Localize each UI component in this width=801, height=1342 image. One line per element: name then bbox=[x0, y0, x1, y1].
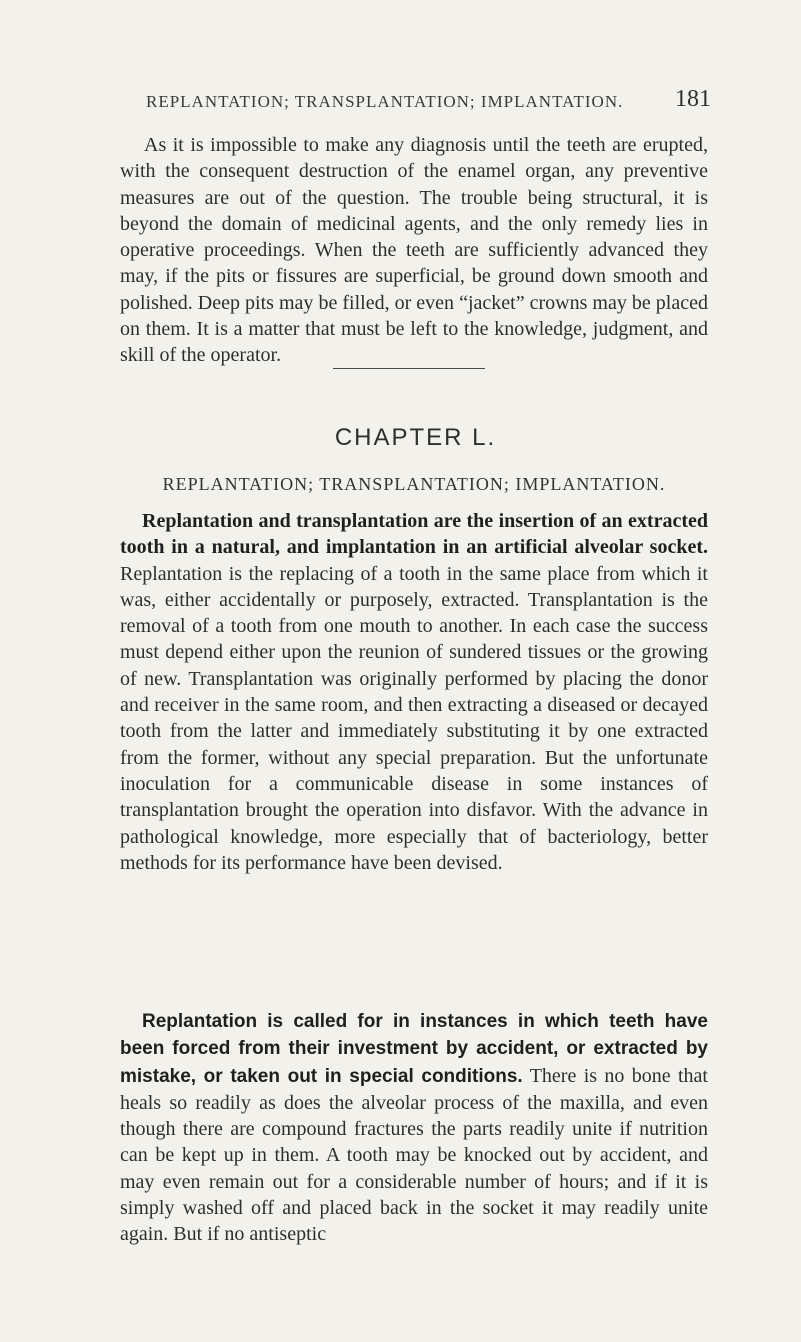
page-number: 181 bbox=[675, 86, 711, 112]
paragraph-replantation bbox=[120, 1008, 708, 1248]
chapter-subtitle: REPLANTATION; TRANSPLANTATION; IMPLANTATION. bbox=[162, 474, 666, 494]
definition-body: Replantation is the replacing of a tooth in the same place from which it was, either accidentally or purposely, extracted. Transplantation is the removal of a tooth from one mouth to another. In each case the success must depend either upon the reunion of sundered tissues or the growing of new. Transplantation was originally performed by placing the donor and receiver in the same room, and then extracting a diseased or decayed tooth from the latter and immediately substituting it by one extracted from the former, without any special preparation. But the unfortunate inoculation for a communicable disease in some instances of transplantation brought the operation into disfavor. With the advance in pathological knowledge, more especially that of bacteriology, better methods for its performance have been devised. bbox=[120, 562, 708, 874]
replantation-lead: Replantation is called for in instances in which teeth have been forced from their investment by accident, or extracted by mistake, or taken out in special conditions. bbox=[120, 1011, 708, 1087]
running-header: REPLANTATION; TRANSPLANTATION; IMPLANTATION. bbox=[146, 92, 624, 111]
definition-lead: Replantation and transplantation are the insertion of an extracted tooth in a natural, and implantation in an artificial alveolar socket. bbox=[120, 510, 708, 559]
paragraph-intro: As it is impossible to make any diagnosis until the teeth are erupted, with the consequent destruction of the enamel organ, any preventive measures are out of the question. The trouble being structural, it is beyond the domain of medicinal agents, and the only remedy lies in operative proceedings. When the teeth are sufficiently advanced they may, if the pits or fissures are superficial, be ground down smooth and polished. Deep pits may be filled, or even “jacket” crowns may be placed on them. It is a matter that must be left to the knowledge, judgment, and skill of the operator. bbox=[120, 134, 708, 367]
section-divider bbox=[333, 368, 485, 369]
paragraph-definitions bbox=[120, 508, 708, 876]
chapter-title: CHAPTER L. bbox=[334, 424, 497, 451]
replantation-body: There is no bone that heals so readily as does the alveolar process of the maxilla, and even though there are compound fractures the parts readily unite if nutrition can be kept up in them. A tooth may be knocked out by accident, and may even remain out for a considerable number of hours; and if it is simply washed off and placed back in the socket it may readily unite again. But if no antiseptic bbox=[120, 1064, 708, 1246]
